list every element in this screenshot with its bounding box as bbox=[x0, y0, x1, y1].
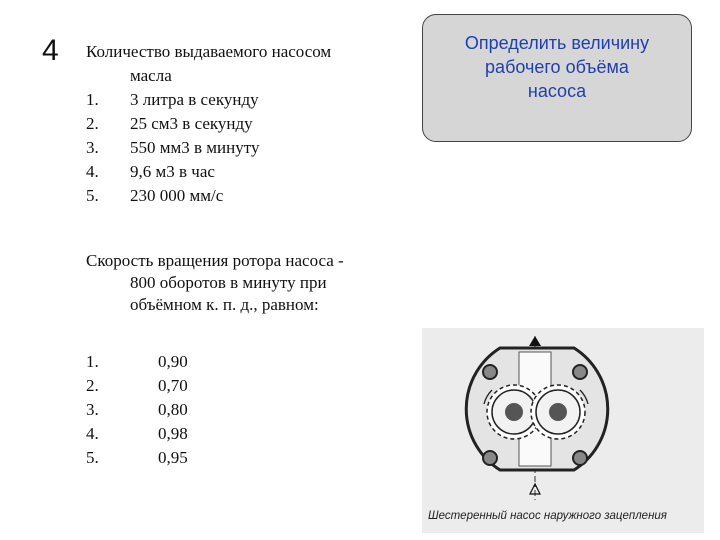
question-1-options bbox=[86, 88, 406, 208]
question-1-text bbox=[86, 40, 406, 88]
option-number: 2. bbox=[86, 114, 99, 133]
question-2-line-3: объёмном к. п. д., равном: bbox=[130, 295, 319, 314]
question-1-line-2: масла bbox=[130, 66, 172, 85]
option-number: 4. bbox=[86, 162, 99, 181]
bolt-icon bbox=[573, 451, 587, 465]
task-box-line-1: Определить величину bbox=[464, 33, 650, 53]
option-text: 230 000 мм/с bbox=[130, 186, 224, 205]
question-2 bbox=[86, 250, 406, 470]
question-2-text bbox=[86, 250, 406, 316]
figure-caption: Шестеренный насос наружного зацепления bbox=[428, 510, 667, 522]
option-number: 3. bbox=[86, 400, 99, 419]
bolt-icon bbox=[483, 451, 497, 465]
answer-option[interactable] bbox=[86, 160, 406, 184]
option-number: 2. bbox=[86, 376, 99, 395]
answer-option[interactable] bbox=[86, 88, 406, 112]
answer-option[interactable] bbox=[86, 112, 406, 136]
bolt-icon bbox=[483, 365, 497, 379]
task-box[interactable] bbox=[422, 14, 692, 142]
question-1 bbox=[86, 40, 406, 208]
question-1-line-1: Количество выдаваемого насосом bbox=[86, 42, 332, 61]
answer-option[interactable] bbox=[86, 446, 406, 470]
right-gear-shaft bbox=[549, 403, 567, 421]
answer-option[interactable] bbox=[86, 184, 406, 208]
answer-option[interactable] bbox=[86, 374, 406, 398]
option-number: 1. bbox=[86, 352, 99, 371]
option-number: 4. bbox=[86, 424, 99, 443]
option-text: 0,80 bbox=[158, 400, 188, 419]
answer-option[interactable] bbox=[86, 398, 406, 422]
bolt-icon bbox=[573, 365, 587, 379]
answer-option[interactable] bbox=[86, 350, 406, 374]
option-number: 5. bbox=[86, 448, 99, 467]
task-box-line-3: насоса bbox=[527, 81, 587, 101]
answer-option[interactable] bbox=[86, 422, 406, 446]
outlet-arrow-icon bbox=[529, 336, 541, 346]
option-number: 3. bbox=[86, 138, 99, 157]
option-text: 0,95 bbox=[158, 448, 188, 467]
question-2-line-1: Скорость вращения ротора насоса - bbox=[86, 251, 344, 270]
option-text: 3 литра в секунду bbox=[130, 90, 259, 109]
left-gear-shaft bbox=[505, 403, 523, 421]
slide-number: 4 bbox=[42, 34, 59, 67]
option-number: 1. bbox=[86, 90, 99, 109]
question-2-options bbox=[86, 350, 406, 470]
gear-pump-figure bbox=[422, 328, 704, 533]
option-text: 0,90 bbox=[158, 352, 188, 371]
question-2-line-2: 800 оборотов в минуту при bbox=[130, 273, 327, 292]
option-text: 0,98 bbox=[158, 424, 188, 443]
gear-pump-diagram bbox=[422, 328, 704, 533]
option-text: 9,6 м3 в час bbox=[130, 162, 215, 181]
option-text: 25 см3 в секунду bbox=[130, 114, 253, 133]
option-number: 5. bbox=[86, 186, 99, 205]
option-text: 550 мм3 в минуту bbox=[130, 138, 260, 157]
option-text: 0,70 bbox=[158, 376, 188, 395]
task-box-line-2: рабочего объёма bbox=[485, 57, 629, 77]
answer-option[interactable] bbox=[86, 136, 406, 160]
